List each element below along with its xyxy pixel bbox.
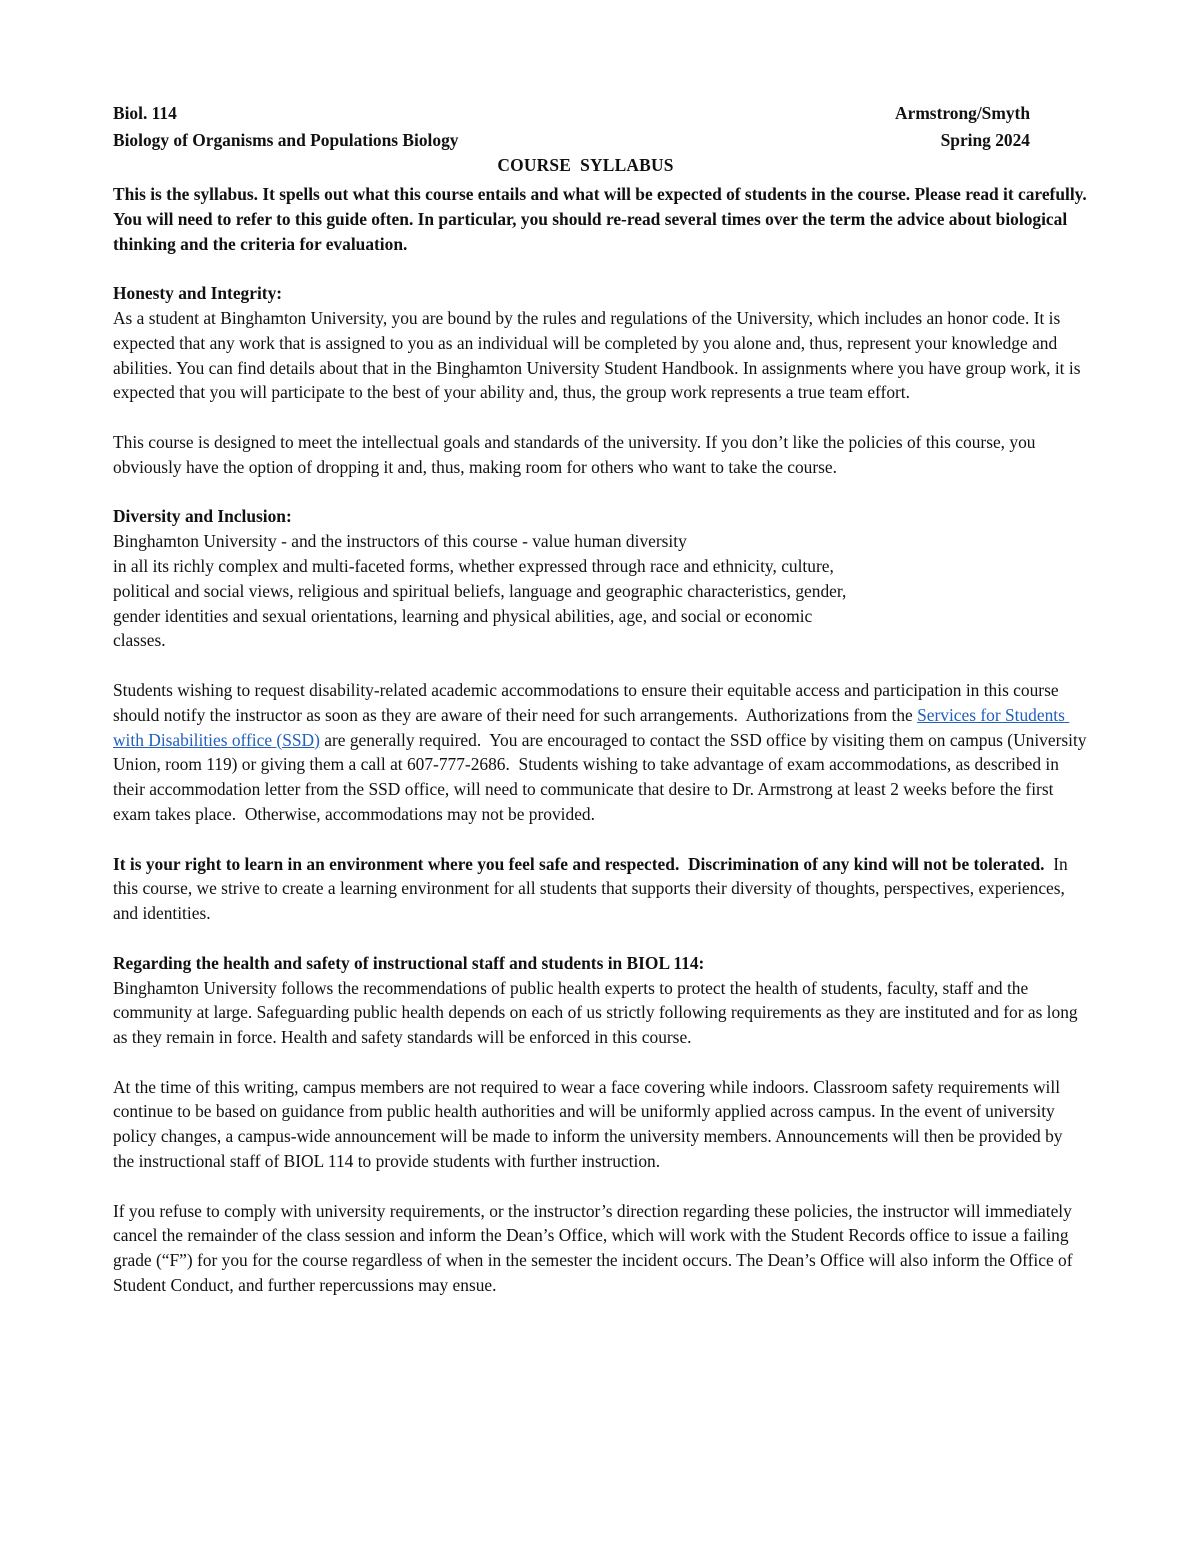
health-heading: Regarding the health and safety of instructional staff and students in BIOL 114:	[113, 952, 705, 973]
diversity-line: gender identities and sexual orientations, learning and physical abilities, age, and social or economic	[113, 605, 813, 626]
accommodations-text-after: are generally required. You are encouraged to contact the SSD office by visiting them on campus (University Union, room 119) or giving them a call at 607-777-2686. Students wishing to take advantage of exam accommodations, as described in their accommodation letter from the SSD office, will need to communicate that desire to Dr. Armstrong at least 2 weeks before the first exam takes place. Otherwise, accommodations may not be provided.	[113, 729, 1091, 824]
honesty-heading: Honesty and Integrity:	[113, 283, 283, 304]
header-row-2	[113, 127, 1088, 154]
diversity-section	[113, 504, 1088, 653]
term: Spring 2024	[940, 130, 1030, 150]
diversity-line: classes.	[113, 630, 166, 651]
accommodations-text-before: Students wishing to request disability-related academic accommodations to ensure their equitable access and participation in this course should notify the instructor as soon as they are aware of their need for such arrangements. Authorizations from the	[113, 679, 1063, 725]
ssd-office-link[interactable]: Services for Students with Disabilities office (SSD)	[113, 704, 1070, 750]
health-body: Binghamton University follows the recommendations of public health experts to protect the health of students, faculty, staff and the community at large. Safeguarding public health depends on each of us strictly following requirements as they are instituted and for as long as they remain in force. Health and safety standards will be enforced in this course.	[113, 977, 1078, 1048]
health-section	[113, 951, 1088, 1050]
diversity-line: political and social views, religious and spiritual beliefs, language and geographic characteristics, gender,	[113, 580, 847, 601]
health-paragraph-2: At the time of this writing, campus members are not required to wear a face covering while indoors. Classroom safety requirements will continue to be based on guidance from public health authorities and will be uniformly applied across campus. In the event of university policy changes, a campus-wide announcement will be made to inform the university members. Announcements will then be provided by the instructional staff of BIOL 114 to provide students with further instruction.	[113, 1076, 1063, 1172]
respect-paragraph	[113, 852, 1088, 926]
honesty-body: As a student at Binghamton University, you are bound by the rules and regulations of the University, which includes an honor code. It is expected that any work that is assigned to you as an individual will be completed by you alone and, thus, represent your knowledge and abilities. You can find details about that in the Binghamton University Student Handbook. In assignments where you have group work, it is expected that you will participate to the best of your ability and, thus, the group work represents a true team effort.	[113, 307, 1081, 403]
header-row-1	[113, 100, 1088, 127]
respect-text: In this course, we strive to create a learning environment for all students that supports their diversity of thoughts, perspectives, experiences, and identities.	[113, 853, 1073, 924]
honesty-section	[113, 281, 1088, 405]
diversity-line: in all its richly complex and multi-faceted forms, whether expressed through race and ethnicity, culture,	[113, 555, 834, 576]
health-paragraph-3: If you refuse to comply with university requirements, or the instructor’s direction regarding these policies, the instructor will immediately cancel the remainder of the class session and inform the Dean’s Office, which will work with the Student Records office to issue a failing grade (“F”) for you for the course regardless of when in the semester the incident occurs. The Dean’s Office will also inform the Office of Student Conduct, and further repercussions may ensue.	[113, 1200, 1073, 1296]
honesty-paragraph-2: This course is designed to meet the intellectual goals and standards of the university. If you don’t like the policies of this course, you obviously have the option of dropping it and, thus, making room for others who want to take the course.	[113, 431, 1036, 477]
diversity-line: Binghamton University - and the instructors of this course - value human diversity	[113, 531, 687, 552]
syllabus-page	[113, 100, 1091, 1323]
instructors: Armstrong/Smyth	[895, 103, 1030, 123]
respect-bold-text: It is your right to learn in an environment where you feel safe and respected. Discrimination of any kind will not be tolerated.	[113, 853, 1045, 874]
accommodations-paragraph	[113, 678, 1091, 827]
document-title: COURSE SYLLABUS	[497, 155, 674, 175]
course-name: Biology of Organisms and Populations Biology	[113, 130, 459, 150]
intro-paragraph: This is the syllabus. It spells out what this course entails and what will be expected of students in the course. Please read it carefully. You will need to refer to this guide often. In particular, you should re-read several times over the term the advice about biological thinking and the criteria for evaluation.	[113, 184, 1087, 254]
diversity-heading: Diversity and Inclusion:	[113, 506, 292, 527]
course-code: Biol. 114	[113, 103, 177, 123]
